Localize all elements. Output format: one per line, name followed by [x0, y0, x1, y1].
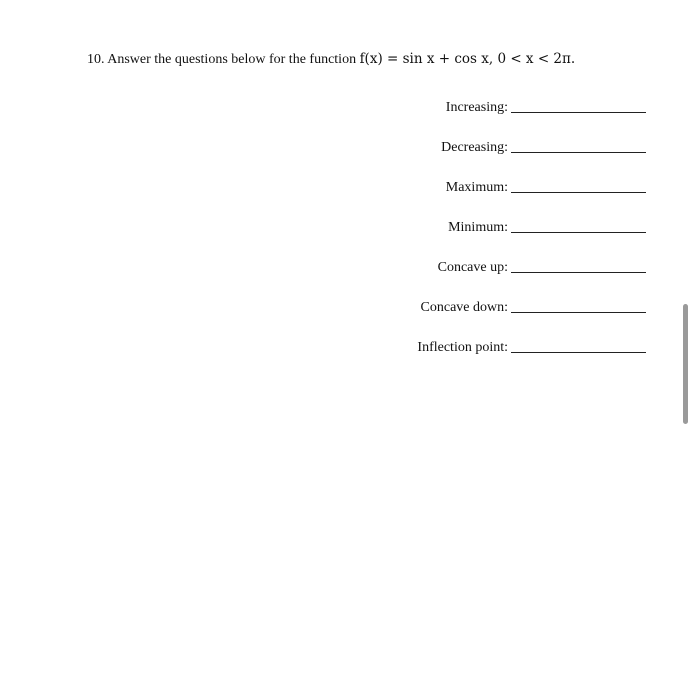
field-decreasing: [380, 138, 646, 156]
answer-blank-inflection-point[interactable]: [511, 340, 646, 353]
field-concave-down: [380, 298, 646, 316]
question-prefix: 10. Answer the questions below for the function: [87, 52, 357, 67]
field-label-concave-down: Concave down:: [420, 300, 508, 315]
vertical-scrollbar[interactable]: [683, 304, 688, 424]
field-label-decreasing: Decreasing:: [441, 140, 508, 155]
field-concave-up: [380, 258, 646, 276]
answer-blank-concave-up[interactable]: [511, 260, 646, 273]
answer-blank-concave-down[interactable]: [511, 300, 646, 313]
field-minimum: [380, 218, 646, 236]
field-label-inflection-point: Inflection point:: [417, 340, 508, 355]
field-label-increasing: Increasing:: [445, 100, 508, 115]
question-text: [87, 50, 575, 69]
function-formula: f(x) = sin x + cos x, 0 < x < 2π.: [359, 51, 576, 67]
answer-blank-increasing[interactable]: [511, 100, 646, 113]
field-label-minimum: Minimum:: [448, 220, 508, 235]
answer-blank-minimum[interactable]: [511, 220, 646, 233]
field-increasing: [380, 98, 646, 116]
answer-fields: [380, 98, 646, 378]
answer-blank-decreasing[interactable]: [511, 140, 646, 153]
field-maximum: [380, 178, 646, 196]
field-label-concave-up: Concave up:: [437, 260, 508, 275]
field-inflection-point: [380, 338, 646, 356]
answer-blank-maximum[interactable]: [511, 180, 646, 193]
field-label-maximum: Maximum:: [445, 180, 508, 195]
